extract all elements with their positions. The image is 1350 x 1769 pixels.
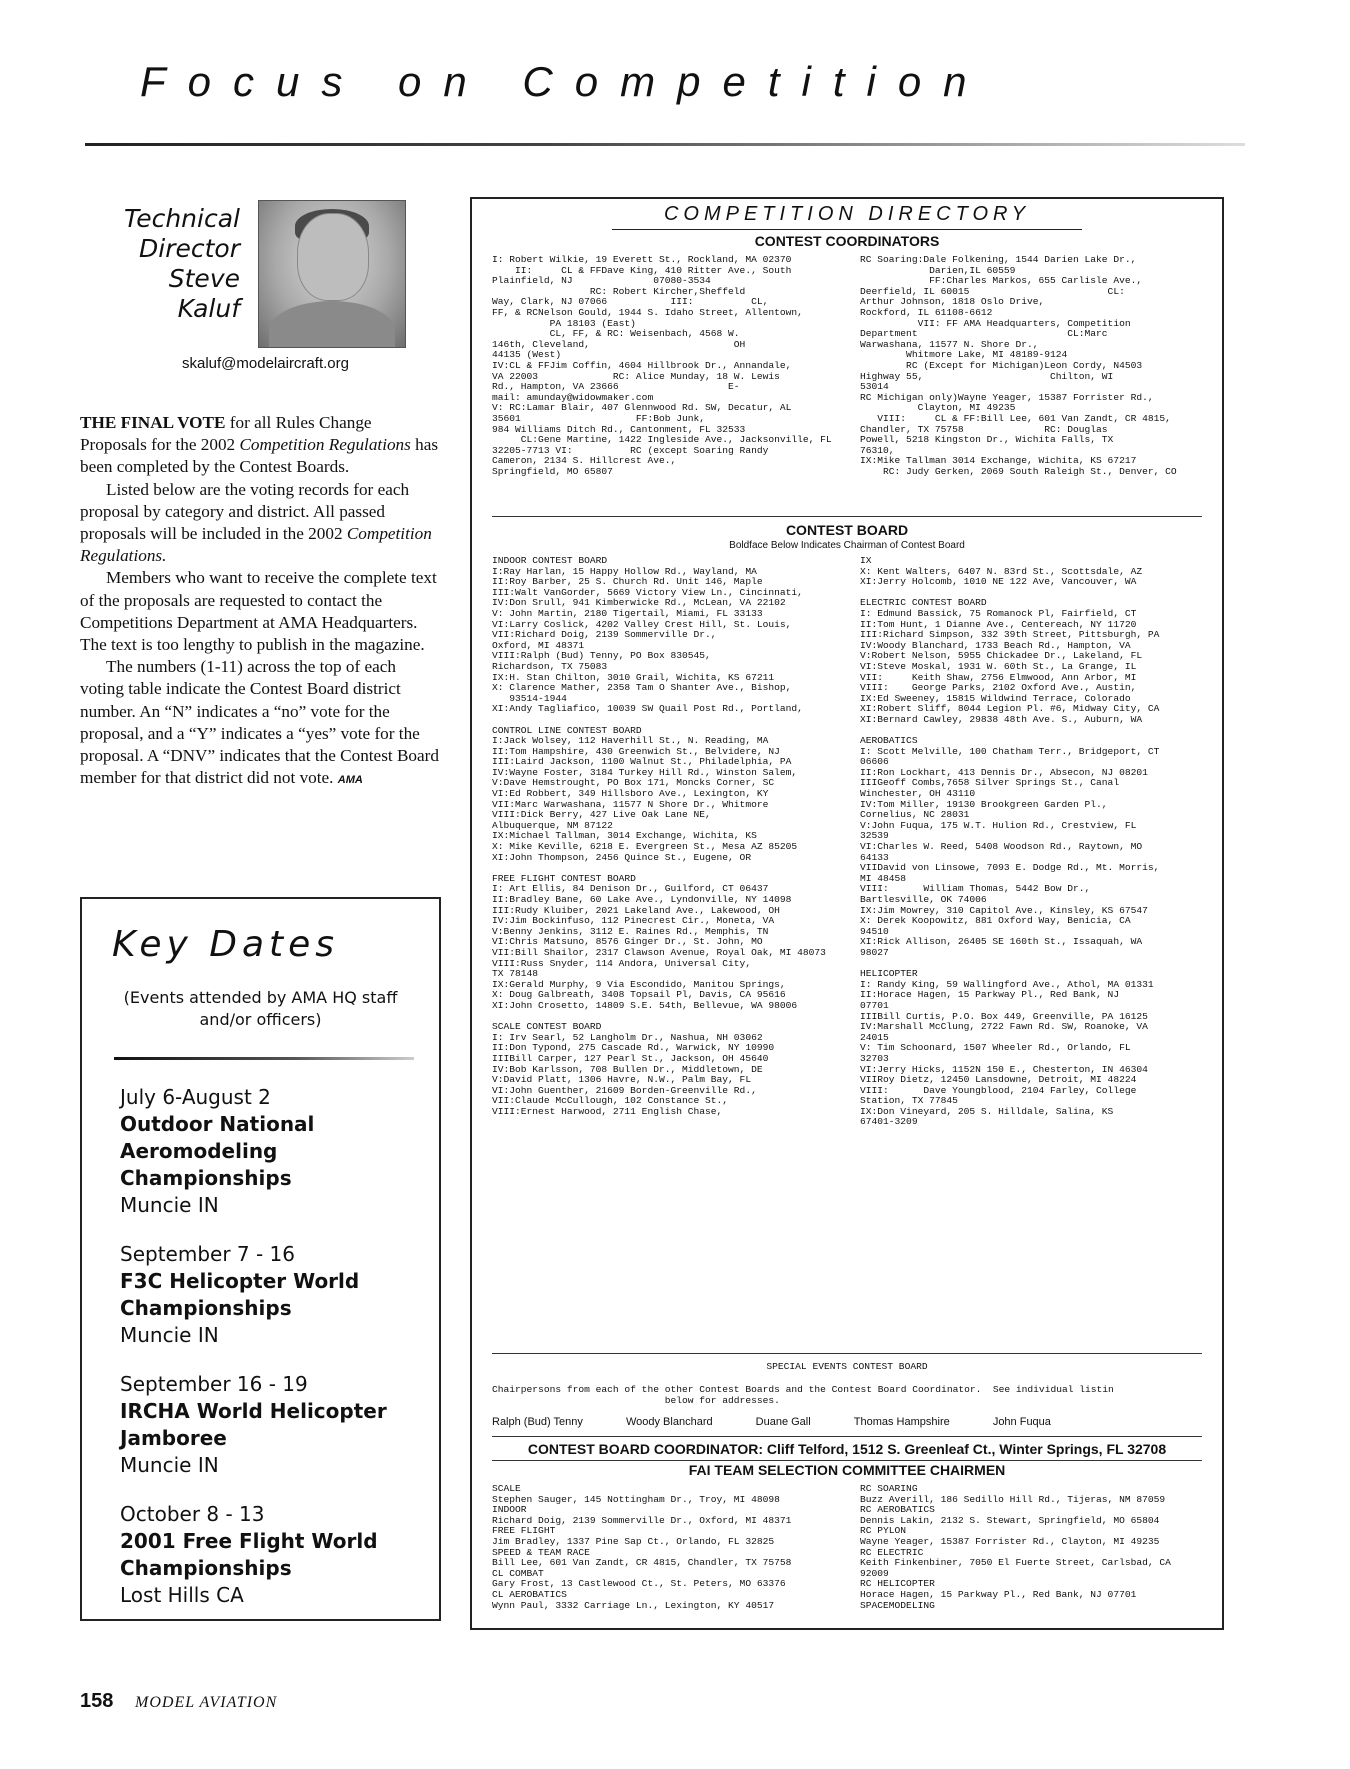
author-line: Steve xyxy=(168,264,240,293)
special-events-name: Ralph (Bud) Tenny xyxy=(492,1416,583,1428)
contest-board-note: Boldface Below Indicates Chairman of Contest Board xyxy=(729,540,965,551)
key-dates-title: Key Dates xyxy=(112,924,340,965)
fai-left-column: SCALE Stephen Sauger, 145 Nottingham Dr., Troy, MI 48098 INDOOR Richard Doig, 2139 Sommerville Dr., Oxford, MI 48371 FREE FLIGHT Jim Bradley, 1337 Pine Sap Ct., Orlando, FL 32825 SPEED & TEAM RACE Bill Lee, 601 Van Zandt, CR 4815, Chandler, TX 75758 CL COMBAT Gary Frost, 13 Castlewood Ct., St. Peters, MO 63376 CL AEROBATICS Wynn Paul, 3332 Carriage Ln., Lexington, KY 40517 xyxy=(492,1483,792,1611)
contest-board-left-column: INDOOR CONTEST BOARD I:Ray Harlan, 15 Happy Hollow Rd., Wayland, MA II:Roy Barber, 25 S. Church Rd. Unit 146, Maple III:Walt VanGorder, 5669 Victory View Ln., Cincinnati, IV:Don Srull, 941 Kimberwicke Rd., McLean, VA 22102 V: John Martin, 2180 Tigertail, Miami, FL 33133 VI:Larry Coslick, 4202 Valley Crest Hill, St. Louis, VII:Richard Doig, 2139 Sommerville Dr., Oxford, MI 48371 VIII:Ralph (Bud) Tenny, PO Box 830545, Richardson, TX 75083 IX:H. Stan Chilton, 3010 Grail, Wichita, KS 67211 X: Clarence Mather, 2358 Tam O Shanter Ave., Bishop, 93514-1944 XI:Andy Tagliafico, 10039 SW Quail Post Rd., Portland, CONTROL LINE CONTEST BOARD I:Jack Wolsey, 112 Haverhill St., N. Reading, MA II:Tom Hampshire, 430 Greenwich St., Belvidere, NJ III:Laird Jackson, 1100 Walnut St., Philadelphia, PA IV:Wayne Foster, 3184 Turkey Hill Rd., Winston Salem, V:Dave Hemstrought, PO Box 171, Moncks Corner, SC VI:Ed Robbert, 349 Hillsboro Ave., Lexington, KY VII:Marc Warwashana, 11577 N Shore Dr., Whitmore VIII:Dick Berry, 427 Live Oak Lane NE, Albuquerque, NM 87122 IX:Michael Tallman, 3014 Exchange, Wichita, KS X: Mike Keville, 6218 E. Evergreen St., Mesa AZ 85205 XI:John Thompson, 2456 Quince St., Eugene, OR FREE FLIGHT CONTEST BOARD I: Art Ellis, 84 Denison Dr., Guilford, CT 06437 II:Bradley Bane, 60 Lake Ave., Lyndonville, NY 14098 III:Rudy Kluiber, 2021 Lakeland Ave., Lakewood, OH IV:Jim Bockinfuso, 112 Pinecrest Cir., Moneta, VA V:Benny Jenkins, 3112 E. Raines Rd., Memphis, TN VI:Chris Matsuno, 8576 Ginger Dr., St. John, MO VII:Bill Shailor, 2317 Clawson Avenue, Royal Oak, MI 48073 VIII:Russ Snyder, 114 Andora, Universal City, TX 78148 IX:Gerald Murphy, 9 Via Escondido, Manitou Springs, X: Doug Galbreath, 3408 Topsail Pl, Davis, CA 95616 XI:John Crosetto, 14809 S.E. 54th, Bellevue, WA 98006 SCALE CONTEST BOARD I: Irv Searl, 52 Langholm Dr., Nashua, NH 03062 II:Don Typond, 275 Cascade Rd., Warwick, NY 10990 IIIBill Carper, 127 Pearl St., Jackson, OH 45640 IV:Bob Karlsson, 708 Bullen Dr., Middletown, DE V:David Platt, 1306 Havre, N.W., Palm Bay, FL VI:John Guenther, 21609 Borden-Greenville Rd., VII:Claude McCullough, 102 Constance St., VIII:Ernest Harwood, 2711 English Chase, xyxy=(492,555,826,1117)
page-number: 158 xyxy=(80,1690,114,1712)
key-dates-list xyxy=(120,1084,430,1631)
special-events-name: Woody Blanchard xyxy=(625,1416,713,1428)
event-name: Outdoor National Aeromodeling Championships xyxy=(120,1112,315,1190)
board-coordinator: CONTEST BOARD COORDINATOR: Cliff Telford, 1512 S. Greenleaf Ct., Winter Springs, FL 32708 xyxy=(527,1441,1167,1457)
event-place: Lost Hills CA xyxy=(120,1583,244,1607)
event-item xyxy=(120,1371,430,1479)
event-place: Muncie IN xyxy=(120,1193,219,1217)
competition-directory xyxy=(470,197,1224,1630)
coordinators-right-column: RC Soaring:Dale Folkening, 1544 Darien Lake Dr., Darien,IL 60559 FF:Charles Markos, 655 Carlisle Ave., Deerfield, IL 60015 CL: Arthur Johnson, 1818 Oslo Drive, Rockford, IL 61108-6612 VII: FF AMA Headquarters, Competition Department CL:Marc Warwashana, 11577 N. Shore Dr., Whitmore Lake, MI 48189-9124 RC (Except for Michigan)Leon Cordy, N4503 Highway 55, Chilton, WI 53014 RC Michigan only)Wayne Yeager, 15387 Forrister Rd., Clayton, MI 49235 VIII: CL & FF:Bill Lee, 601 Van Zandt, CR 4815, Chandler, TX 75758 RC: Douglas Powell, 5218 Kingston Dr., Wichita Falls, TX 76310, IX:Mike Tallman 3014 Exchange, Wichita, KS 67217 RC: Judy Gerken, 2069 South Raleigh St., Denver, CO xyxy=(860,254,1177,477)
author-email[interactable]: skaluf@modelaircraft.org xyxy=(182,355,349,372)
directory-title-rule xyxy=(612,229,1082,230)
intro-paragraph: Members who want to receive the complete text of the proposals are requested to contact the Competitions Department at AMA Headquarters. The text is too lengthy to publish in the magazine. xyxy=(80,568,437,655)
event-place: Muncie IN xyxy=(120,1323,219,1347)
key-dates-rule xyxy=(114,1057,414,1060)
author-name-block xyxy=(100,204,240,324)
key-dates-subtitle: (Events attended by AMA HQ staff and/or officers) xyxy=(123,988,398,1029)
event-date: September 7 - 16 xyxy=(120,1242,296,1266)
ama-end-mark: AMA xyxy=(337,774,363,787)
section-rule xyxy=(492,516,1202,517)
event-item xyxy=(120,1084,430,1219)
intro-paragraph: The numbers (1-11) across the top of each voting table indicate the Contest Board district number. An “N” indicates a “no” vote for the proposal, and a “Y” indicates a “yes” vote for the proposal. A “DNV” indicates that the Contest Board member for that district did not vote. AMA xyxy=(80,657,439,788)
coordinators-left-column: I: Robert Wilkie, 19 Everett St., Rockland, MA 02370 II: CL & FFDave King, 410 Ritter Ave., South Plainfield, NJ 07080-3534 RC: Robert Kircher,Sheffeld Way, Clark, NJ 07066 III: CL, FF, & RCNelson Gould, 1944 S. Idaho Street, Allentown, PA 18103 (East) CL, FF, & RC: Weisenbach, 4568 W. 146th, Cleveland, OH 44135 (West) IV:CL & FFJim Coffin, 4604 Hillbrook Dr., Annandale, VA 22003 RC: Alice Munday, 18 W. Lewis Rd., Hampton, VA 23666 E- mail: amunday@widowmaker.com V: RC:Lamar Blair, 407 Glennwood Rd. SW, Decatur, AL 35601 FF:Bob Junk, 984 Williams Ditch Rd., Cantonment, FL 32533 CL:Gene Martine, 1422 Ingleside Ave., Jacksonville, FL 32205-7713 VI: RC (except Soaring Randy Cameron, 2134 S. Hillcrest Ave., Springfield, MO 65807 xyxy=(492,254,832,477)
contest-board-heading: CONTEST BOARD xyxy=(785,522,909,538)
section-rule xyxy=(492,1353,1202,1354)
special-events-name: John Fuqua xyxy=(992,1416,1051,1428)
event-name: IRCHA World Helicopter Jamboree xyxy=(120,1399,387,1450)
fai-right-column: RC SOARING Buzz Averill, 186 Sedillo Hill Rd., Tijeras, NM 87059 RC AEROBATICS Dennis Lakin, 2132 S. Stewart, Springfield, MO 65804 RC PYLON Wayne Yeager, 15387 Forrister Rd., Clayton, MI 49235 RC ELECTRIC Keith Finkenbiner, 7050 El Fuerte Street, Carlsbad, CA 92009 RC HELICOPTER Horace Hagen, 15 Parkway Pl., Red Bank, NJ 07701 SPACEMODELING xyxy=(860,1483,1171,1611)
event-date: July 6-August 2 xyxy=(120,1085,271,1109)
contest-board-right-column: IX X: Kent Walters, 6407 N. 83rd St., Scottsdale, AZ XI:Jerry Holcomb, 1010 NE 122 Ave, Vancouver, WA ELECTRIC CONTEST BOARD I: Edmund Bassick, 75 Romanock Pl, Fairfield, CT II:Tom Hunt, 1 Dianne Ave., Centereach, NY 11720 III:Richard Simpson, 332 39th Street, Pittsburgh, PA IV:Woody Blanchard, 1733 Beach Rd., Hampton, VA V:Robert Nelson, 5955 Chickadee Dr., Lakeland, FL VI:Steve Moskal, 1931 W. 60th St., La Grange, IL VII: Keith Shaw, 2756 Elmwood, Ann Arbor, MI VIII: George Parks, 2102 Oxford Ave., Austin, IX:Ed Sweeney, 15815 Wildwind Terrace, Colorado XI:Robert Sliff, 8044 Legion Pl. #6, Midway City, CA XI:Bernard Cawley, 29838 48th Ave. S., Auburn, WA AEROBATICS I: Scott Melville, 100 Chatham Terr., Bridgeport, CT 06606 II:Ron Lockhart, 413 Dennis Dr., Absecon, NJ 08201 IIIGeoff Combs,7658 Silver Springs St., Canal Winchester, OH 43110 IV:Tom Miller, 19130 Brookgreen Garden Pl., Cornelius, NC 28031 V:John Fuqua, 175 W.T. Hulion Rd., Crestview, FL 32539 VI:Charles W. Reed, 5408 Woodson Rd., Raytown, MO 64133 VIIDavid von Linsowe, 7093 E. Dodge Rd., Mt. Morris, MI 48458 VIII: William Thomas, 5442 Bow Dr., Bartlesville, OK 74006 IX:Jim Mowrey, 310 Capitol Ave., Kinsley, KS 67547 X: Derek Koopowitz, 881 Oxford Way, Benicia, CA 94510 XI:Rick Allison, 26405 SE 160th St., Issaquah, WA 98027 HELICOPTER I: Randy King, 59 Wallingford Ave., Athol, MA 01331 II:Horace Hagen, 15 Parkway Pl., Red Bank, NJ 07701 IIIBill Curtis, P.O. Box 449, Greenville, PA 16125 IV:Marshall McClung, 2722 Fawn Rd. SW, Roanoke, VA 24015 V: Tim Schoonard, 1507 Wheeler Rd., Orlando, FL 32703 VI:Jerry Hicks, 1152N 150 E., Chesterton, IN 46304 VIIRoy Dietz, 12450 Lansdowne, Detroit, MI 48224 VIII: Dave Youngblood, 2104 Farley, College Station, TX 77845 IX:Don Vineyard, 205 S. Hilldale, Salina, KS 67401-3209 xyxy=(860,555,1160,1128)
special-events-name: Thomas Hampshire xyxy=(853,1416,950,1428)
section-rule xyxy=(492,1460,1202,1461)
author-photo xyxy=(258,200,406,348)
special-events-name: Duane Gall xyxy=(755,1416,811,1428)
event-date: September 16 - 19 xyxy=(120,1372,308,1396)
author-line: Technical xyxy=(124,204,240,233)
coordinators-heading: CONTEST COORDINATORS xyxy=(754,233,940,249)
intro-paragraph: THE FINAL VOTE for all Rules Change Proposals for the 2002 Competition Regulations has been completed by the Contest Boards. xyxy=(80,413,439,477)
author-line: Kaluf xyxy=(177,294,240,323)
header-rule xyxy=(85,143,1245,146)
intro-paragraph: Listed below are the voting records for each proposal by category and district. All passed proposals will be included in the 2002 Competition Regulations. xyxy=(80,479,432,566)
event-name: F3C Helicopter World Championships xyxy=(120,1269,360,1320)
directory-title: COMPETITION DIRECTORY xyxy=(663,203,1031,225)
special-events-text: Chairpersons from each of the other Contest Boards and the Contest Board Coordinator. See individual listin below for addresses. xyxy=(492,1384,1114,1406)
event-place: Muncie IN xyxy=(120,1453,219,1477)
event-item xyxy=(120,1501,430,1609)
author-line: Director xyxy=(139,234,240,263)
key-dates-box xyxy=(80,897,441,1621)
event-date: October 8 - 13 xyxy=(120,1502,265,1526)
intro-article xyxy=(80,412,440,791)
magazine-name: MODEL AVIATION xyxy=(135,1694,278,1711)
section-rule xyxy=(492,1436,1202,1437)
special-events-heading: SPECIAL EVENTS CONTEST BOARD xyxy=(766,1361,928,1372)
event-name: 2001 Free Flight World Championships xyxy=(120,1529,378,1580)
section-title: Focus on Competition xyxy=(140,58,989,105)
fai-heading: FAI TEAM SELECTION COMMITTEE CHAIRMEN xyxy=(688,1462,1006,1478)
event-item xyxy=(120,1241,430,1349)
special-events-names xyxy=(492,1416,1192,1428)
